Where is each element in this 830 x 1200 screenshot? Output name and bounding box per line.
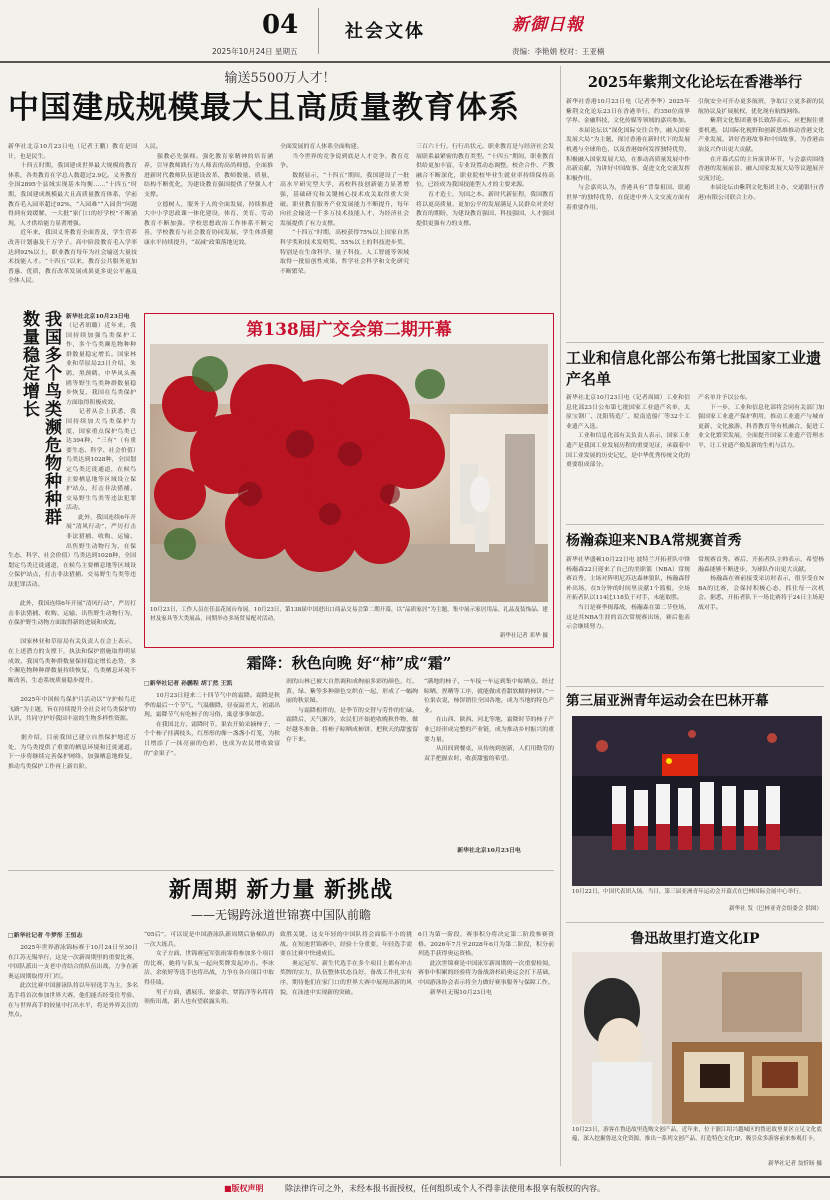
forum-column-2: 引航安全可开办更多航班，争取订立更多新的民航协议及扩展航权，优化现有航线网络。 紫荆文化集团董事长致辞表示，应把握住重要机遇，以国际化视野和创新思维推动香港文化产业发展，讲好香港故事和中国故事，为香港由治及兴作出更大贡献。 在开幕式后的主旨演讲环节，与会嘉宾围绕香港的发展前景、融入国家发展大局等议题展开交流讨论。 本届论坛由紫荆文化集团主办，交通银行(香港)有限公司联合主办。 <box>698 99 824 201</box>
lead-column-4: 三百六十行，行行出状元。职业教育是与经济社会发展联系最紧密的教育类型。“十四五”期间，职业教育供给更加丰富，专业设置动态调整，校企合作、产教融合不断深化，职业院校毕业生就业率持续保持高位，已经成为我国技能型人才的主要来源。 育才造士，为国之本。新时代新征程，我国教育将以更高质量、更加公平的发展满足人民群众对美好教育的期盼，为建设教育强国、科技强国、人才强国提供更强有力的支撑。 <box>416 144 554 227</box>
canton-fair-photo <box>150 344 548 602</box>
swimming-subhead: ——无锡跨泳道世锦赛中国队前瞻 <box>190 908 371 922</box>
luxun-photo <box>572 952 822 1124</box>
frost-column-1: 10月23日迎来二十四节气中的霜降。霜降是秋季的最后一个节气，气温骤降，昼夜温差大，初霜出现。霜降节气有吃柿子的习俗，寓意事事如意。 在我国北方，霜降时节，果农开始采摘柿子，一个个柿子挂满枝头，红彤彤的像一盏盏小灯笼，为秋日增添了一抹亮丽的色彩，也成为农民增收致富的“金果子”。 <box>144 693 280 757</box>
swimming-column-4: 6月为第一阶段，赛事积分将决定第二阶段参赛资格。2026年7月至2028年6月为第二阶段，积分前列选手获得奥运资格。 此次世锦赛是中国泳军新周期的一次重要检阅，赛事中积累的经验将为备战洛杉矶奥运会打下基础，中国游泳协会表示将全力做好赛事服务与保障工作。 新华社无锡10月23日电 <box>418 932 554 996</box>
nba-top-rule <box>566 524 824 525</box>
youth-credit: 新华社 发（巴林亚青会组委会 供图） <box>728 906 822 912</box>
nba-column-2: 常规赛首秀。赛后，开拓者队主帅表示，希望杨瀚森能够不断进步，为球队作出更大贡献。 杨瀚森在赛前接受采访时表示，很享受在NBA的比赛，会保持积极心态，抓住每一次机会。据悉，开拓者队下一场比赛将于24日主场迎战对手。 <box>698 557 824 611</box>
footer-text: 除法律许可之外，未经本报书面授权，任何组织或个人不得非法使用本报享有版权的内容。 <box>285 1184 605 1193</box>
masthead-rule <box>0 61 830 63</box>
paper-logo: 新御日報 <box>512 15 584 35</box>
luxun-caption: 10月23日，游客在鲁迅故里选购文创产品。近年来，位于浙江绍兴越城区的鲁迅故里景区立足文化底蕴，深入挖掘鲁迅文化资源，推出一系列文创产品，打造特色文化IP，吸引众多游客前来参观打卡。 <box>572 1127 822 1142</box>
nba-headline: 杨瀚森迎来NBA常规赛首秀 <box>566 533 742 549</box>
lead-headline: 中国建成规模最大且高质量教育体系 <box>8 90 520 126</box>
canton-fair-photo-art <box>150 344 548 602</box>
swimming-column-1: 2025年世界游泳锦标赛于10月24日至30日在江苏无锡举行，这是一次新周期里的重要比赛，中国队派出一支老中青结合的队伍出战，力争在新奥运周期取得开门红。 此次比赛中国游泳队将以年轻选手为主，多名选手将首次参加世界大赛，他们能否经受住考验、在与世界高手的较量中打出水平，将是外界关注的焦点。 <box>8 945 138 1019</box>
forum-column-1: 新华社香港10月23日电（记者李华）2025年紫荆文化论坛23日在香港举行，约350位商界学界、金融科技、文化传媒等领域的嘉宾参加。 本届论坛以“深化国际交往合作，融入国家发展大局”为主题，探讨香港在新时代下的发展机遇与全球角色，以及香港如何发挥独特优势，积极融入国家发展大局，在推动高质量发展中作出新贡献，为讲好中国故事、促进文化交流发挥积极作用。 与会嘉宾认为，香港具有“背靠祖国、联通世界”的独特优势，在促进中外人文交流方面有着重要作用。 <box>566 99 690 211</box>
forum-headline: 2025年紫荆文化论坛在香港举行 <box>587 74 803 91</box>
swimming-byline: □新华社记者 牛梦彤 王恒志 <box>8 932 83 939</box>
luxun-credit: 新华社记者 翁忻旸 摄 <box>768 1161 822 1167</box>
industry-column-2: 产名单并予以公布。 下一步，工业和信息化部将会同有关部门加强国家工业遗产保护利用，推动工业遗产与城市更新、文化旅游、科普教育等有机融合，促进工业文化繁荣发展，全面提升国家工业遗产管理水平，让工业遗产焕发新的生机与活力。 <box>698 395 824 449</box>
migratory-body-cont <box>8 552 136 1012</box>
industry-headline: 工业和信息化部公布第七批国家工业遗产名单 <box>566 349 822 388</box>
frost-column-3: “满地的柿子，一车接一车运到集中晾晒点，经过晾晒、捏晒等工序，就能做成香甜软糯的柿饼。”一位果农说，柿饼销往全国各地，成为当地的特色产业。 在山西、陕西、河北等地，霜降时节的柿子产业已经形成完整的产业链，成为推动乡村振兴的重要力量。 从田间到餐桌，从传统到创新，人们用勤劳的双手把握农时，收获甜蜜的希望。 <box>424 679 554 762</box>
masthead-divider <box>318 8 319 54</box>
nba-column-1: 新华社华盛顿10月22日电 波特兰开拓者队中锋杨瀚森22日迎来了自己的美职篮（NBA）常规赛首秀。主场对阵明尼苏达森林狼队，杨瀚森替补出场，在5分钟的时间里贡献1个篮板，全场开拓者队以114比118负于对手，未能取胜。 当日是赛季揭幕战，杨瀚森在第二节登场，这是其NBA生涯的首次常规赛出场，赛后他表示会继续努力。 <box>566 557 690 631</box>
youth-top-rule <box>566 686 824 687</box>
frost-credit: 新华社北京10月23日电 <box>457 847 521 854</box>
canton-fair-caption: 10月23日，工作人员在佳县花展台布展。10月23日，第138届中国进出口商品交易会第二期开幕，以“品质家居”为主题，集中展示家居用品、礼品及装饰品、建材及家具等大类展品，同期举办多场贸易配对活动。 <box>150 607 548 622</box>
luxun-headline: 鲁迅故里打造文化IP <box>630 931 760 947</box>
frost-column-2: 润的山林已被大自然调和成绚丽多彩的颜色，红、黄、绿、紫等多种颜色交织在一起，形成了一幅绚丽的秋景图。 与霜降相伴的，是季节的交替与劳作的忙碌。霜降后，天气渐冷，农民们开始抢收晚秋作物，做好越冬准备，将柿子晾晒成柿饼，把秋天的甜蜜留存下来。 <box>286 679 418 743</box>
page-number: 04 <box>262 10 299 40</box>
frost-byline: □新华社记者 孙鹏程 胡丁然 王凯 <box>144 680 233 687</box>
migratory-dateline: 新华社北京10月23日电 <box>66 313 130 320</box>
swimming-column-3: 致胜关键，这支年轻的中国队将会面临不小的挑战。在短池世锦赛中，经验十分重要，年轻选手需要在比赛中快速成长。 奥运冠军、新生代选手在多个项目上都有冲击奖牌的实力，队伍整体状态良好，备战工作扎实有序，期待他们在家门口的世界大赛中展现出新的风貌，在泳池中实现新的突破。 <box>280 932 412 996</box>
swimming-top-rule <box>8 870 554 871</box>
canton-fair-credit: 新华社记者 邓华 摄 <box>499 633 548 639</box>
migratory-headline: 我国多个鸟类濒危物种种群数量稳定增长 <box>19 310 61 526</box>
masthead <box>0 0 830 64</box>
editors-line: 责编：李艳娟 校对：王亚楠 <box>512 47 605 56</box>
right-column-rule <box>560 66 561 1166</box>
youth-photo-art <box>572 716 822 886</box>
canton-fair-headline: 第138届广交会第二期开幕 <box>246 320 452 340</box>
swimming-headline: 新周期 新力量 新挑战 <box>168 877 394 903</box>
section-name: 社会文体 <box>345 21 425 42</box>
industry-column-1: 新华社北京10月23日电（记者周圆）工业和信息化部23日公布第七批国家工业遗产名单，太原宝钢厂、沈阳铸造厂、皖南造船厂等32个工业遗产入选。 工业和信息化部有关负责人表示，国家工业遗产是我国工业发展历程的重要见证，承载着中国工业发展的历史记忆，是中华优秀传统文化的重要组成部分。 <box>566 395 690 469</box>
footer-label: ■版权声明 <box>224 1184 264 1193</box>
swimming-column-2: “05后”，可以说是中国游泳队新周期后备梯队的一次大练兵。 女子方面，世锦赛冠军张雨霏将参加多个项目的比赛，她将与队友一起向奖牌发起冲击。李冰洁、余依婷等选手也将出战，力争在各自项目中取得佳绩。 男子方面，潘展乐、徐嘉余、覃海洋等名将将领衔出战，新人也有望崭露头角。 <box>144 932 274 1006</box>
youth-photo <box>572 716 822 886</box>
industry-top-rule <box>566 342 824 343</box>
migratory-continued: 生态、科学、社会价值）鸟类达到1028种，全国划定鸟类迁徙通道，在候鸟主要栖息地等区域设立保护站点，打击非法猎捕、交易野生鸟类等违法犯罪活动。 此外，我国连续6年开展“清风行动”，严厉打击非法猎捕、收购、运输、出售野生动物行为，在保护野生动物方面取得新的进展和成效。 国家林业和草原局有关负责人在会上表示，在上述潜力的支撑下，执法和保护措施取得明显成效，我国鸟类种群数量保持稳定增长态势，多个濒危物种种群数量持续恢复，鸟类栖息环境不断改善，生态系统质量稳步提升。 2025年中国候鸟保护月活动以“守护候鸟迁飞路”为主题，旨在持续提升全社会对鸟类保护的认识，共同守护好我国丰富的生物多样性资源。 据介绍，目前我国已建立自然保护地近万处，为鸟类提供了重要的栖息环境和迁徙通道。下一步将继续完善保护网络，加强栖息地修复，推动鸟类保护工作再上新台阶。 <box>8 553 136 771</box>
lead-column-2: 人民。 强教必先强师。强化教育家精神的培育涵养，引导教师践行为人师表的高尚师德，全面推进新时代教师队伍建设改革，教师数量、质量、结构不断优化，为建设教育强国提供了坚强人才支撑。 立德树人，服务于人的全面发展，持续推进大中小学思政课一体化建设，体育、美育、劳动教育不断加强。学校思想政治工作体系不断完善，学校教育与社会教育协同发展，学生体质健康水平持续提升，“双减”政策落地见效。 <box>144 144 273 246</box>
footer-rule <box>0 1176 830 1178</box>
luxun-photo-art <box>572 952 822 1124</box>
luxun-top-rule <box>566 922 824 923</box>
lead-column-1: 新华社北京10月23日电（记者王鹏）教育是国计，也是民生。 十四五时期，我国建成世界最大规模的教育体系，各类教育在学总人数超过2.9亿。义务教育全国2895个县域实现基本均衡……“十四五”时期，我国建成规模最大且高质量教育体系，学前教育毛入园率超过92%，“入园难”“入园贵”问题得到有效缓解，一大批“家门口的好学校”不断涌现，人才供给能力显著增强。 近年来，我国义务教育全面普及，学生营养改善计划惠及千万学子。高中阶段教育毛入学率达到92%以上，职业教育每年为社会输送大量技术技能人才。“十四五”以来，教育公共服务更加普惠、优质，教育改革发展成果更多更公平惠及全体人民。 <box>8 144 137 285</box>
lead-kicker: 输送5500万人才！ <box>224 71 336 86</box>
lead-column-3: 全面发展的育人体系全面构建。 当今世界的竞争说到底是人才竞争、教育竞争。 数据显示，“十四五”期间，我国建设了一批高水平研究型大学，高校科技创新能力显著增强，基础研究和关键核心技术攻关取得重大突破。职业教育服务产业发展能力不断提升，每年向社会输送一千多万技术技能人才，为经济社会发展提供了有力支撑。 “十四五”时期，高校获得75%以上国家自然科学奖和技术发明奖、55%以上的科技进步奖，特别是在生命科学、量子科技、人工智能等领域取得一批原创性成果，哲学社会科学和文化研究不断繁荣。 <box>280 144 409 275</box>
migratory-body: （记者胡璐）近年来，我国持续加强鸟类保护工作，多个鸟类濒危物种种群数量稳定增长。国家林业和草原局23日介绍，朱鹮、黑颈鹤、中华凤头燕鸥等野生鸟类种群数量稳步恢复，我国在鸟类保护方面取得积极成效。 记者从会上获悉，我国持续加大鸟类保护力度，国家重点保护鸟类已达394种，“三有”（有重要生态、科学、社会价值）鸟类达到1028种，全国划定鸟类迁徙通道，在候鸟主要栖息地等区域设立保护站点，打击非法猎捕、交易野生鸟类等违法犯罪活动。 此外，我国连续6年开展“清风行动”，严厉打击非法猎捕、收购、运输、出售野生动物行为，在保 <box>66 323 136 550</box>
youth-caption: 10月22日，中国代表团入场。当日，第三届亚洲青年运动会开幕式在巴林国际会展中心举行。 <box>572 889 805 895</box>
masthead-date: 2025年10月24日 星期五 <box>212 47 298 56</box>
frost-headline: 霜降：秋色向晚 好“柿”成“霜” <box>246 654 452 672</box>
youth-headline: 第三届亚洲青年运动会在巴林开幕 <box>566 693 769 709</box>
